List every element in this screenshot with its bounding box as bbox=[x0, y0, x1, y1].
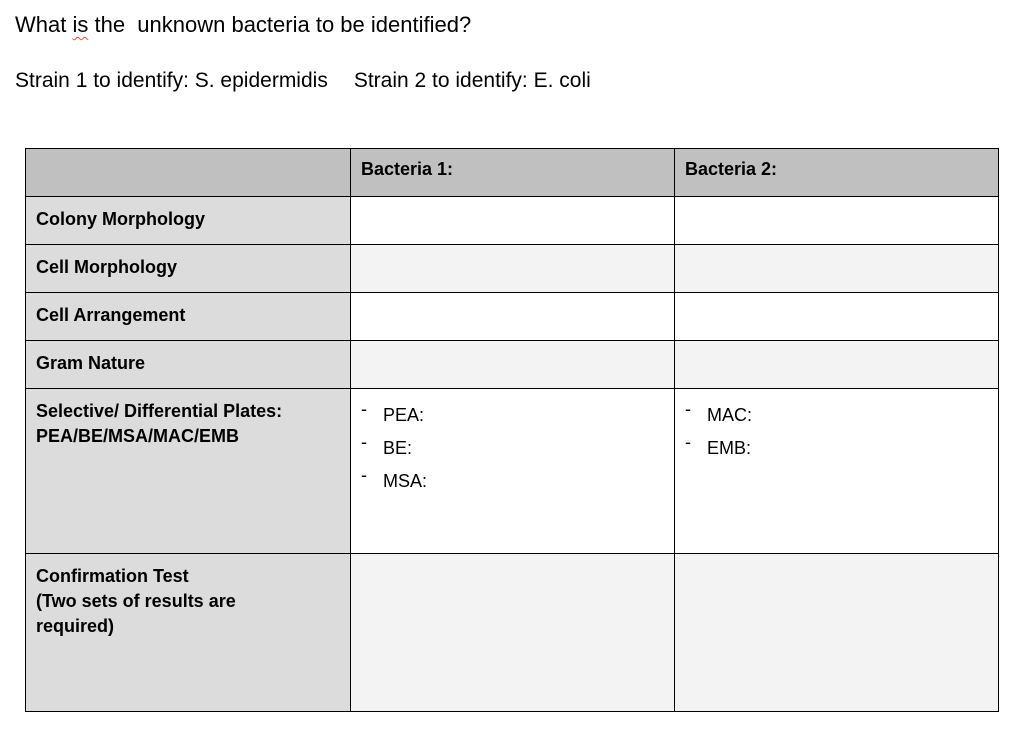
strains-line bbox=[15, 66, 591, 96]
confirmation-label-line-3: required) bbox=[36, 616, 115, 636]
plate-mac: MAC: bbox=[707, 405, 752, 425]
header-row bbox=[26, 149, 999, 197]
list-item bbox=[685, 399, 988, 432]
cell-gram-b2[interactable] bbox=[675, 341, 999, 389]
header-bacteria-2: Bacteria 2: bbox=[675, 149, 999, 197]
cell-plates-b1[interactable] bbox=[351, 389, 675, 554]
row-confirmation-test bbox=[26, 554, 999, 712]
spellcheck-word[interactable]: is bbox=[72, 12, 89, 37]
list-item bbox=[361, 432, 664, 465]
cell-confirmation-b2[interactable] bbox=[675, 554, 999, 712]
row-selective-plates bbox=[26, 389, 999, 554]
dash-bullet: - bbox=[361, 399, 367, 419]
cell-cellmorph-b1[interactable] bbox=[351, 245, 675, 293]
plate-pea: PEA: bbox=[383, 405, 425, 425]
confirmation-label-line-2: (Two sets of results are bbox=[36, 591, 236, 611]
row-cell-arrangement bbox=[26, 293, 999, 341]
confirmation-label-line-1: Confirmation Test bbox=[36, 566, 189, 586]
plates-label-line-1: Selective/ Differential Plates: bbox=[36, 401, 283, 421]
question-suffix: the unknown bacteria to be identified? bbox=[88, 12, 472, 37]
cell-arrangement-b2[interactable] bbox=[675, 293, 999, 341]
strain-1-text: Strain 1 to identify: S. epidermidis bbox=[15, 69, 328, 92]
question-text bbox=[15, 10, 471, 40]
label-selective-plates bbox=[26, 389, 351, 554]
cell-arrangement-b1[interactable] bbox=[351, 293, 675, 341]
dash-bullet: - bbox=[361, 465, 367, 485]
plate-msa: MSA: bbox=[383, 471, 428, 491]
dash-bullet: - bbox=[685, 432, 691, 452]
label-cell-morphology: Cell Morphology bbox=[26, 245, 351, 293]
row-gram-nature bbox=[26, 341, 999, 389]
row-colony-morphology bbox=[26, 197, 999, 245]
list-item bbox=[685, 432, 988, 465]
list-item bbox=[361, 465, 664, 498]
plate-be: BE: bbox=[383, 438, 413, 458]
header-corner-cell bbox=[26, 149, 351, 197]
list-item bbox=[361, 399, 664, 432]
header-bacteria-1: Bacteria 1: bbox=[351, 149, 675, 197]
strain-2-text: Strain 2 to identify: E. coli bbox=[353, 69, 591, 92]
cell-plates-b2[interactable] bbox=[675, 389, 999, 554]
label-gram-nature: Gram Nature bbox=[26, 341, 351, 389]
dash-bullet: - bbox=[685, 399, 691, 419]
identification-table bbox=[25, 148, 999, 712]
label-colony-morphology: Colony Morphology bbox=[26, 197, 351, 245]
plates-label-line-2: PEA/BE/MSA/MAC/EMB bbox=[36, 426, 240, 446]
dash-bullet: - bbox=[361, 432, 367, 452]
cell-gram-b1[interactable] bbox=[351, 341, 675, 389]
question-prefix: What bbox=[15, 12, 73, 37]
label-cell-arrangement: Cell Arrangement bbox=[26, 293, 351, 341]
cell-cellmorph-b2[interactable] bbox=[675, 245, 999, 293]
cell-colony-b2[interactable] bbox=[675, 197, 999, 245]
row-cell-morphology bbox=[26, 245, 999, 293]
plate-emb: EMB: bbox=[707, 438, 752, 458]
label-confirmation-test bbox=[26, 554, 351, 712]
cell-colony-b1[interactable] bbox=[351, 197, 675, 245]
cell-confirmation-b1[interactable] bbox=[351, 554, 675, 712]
